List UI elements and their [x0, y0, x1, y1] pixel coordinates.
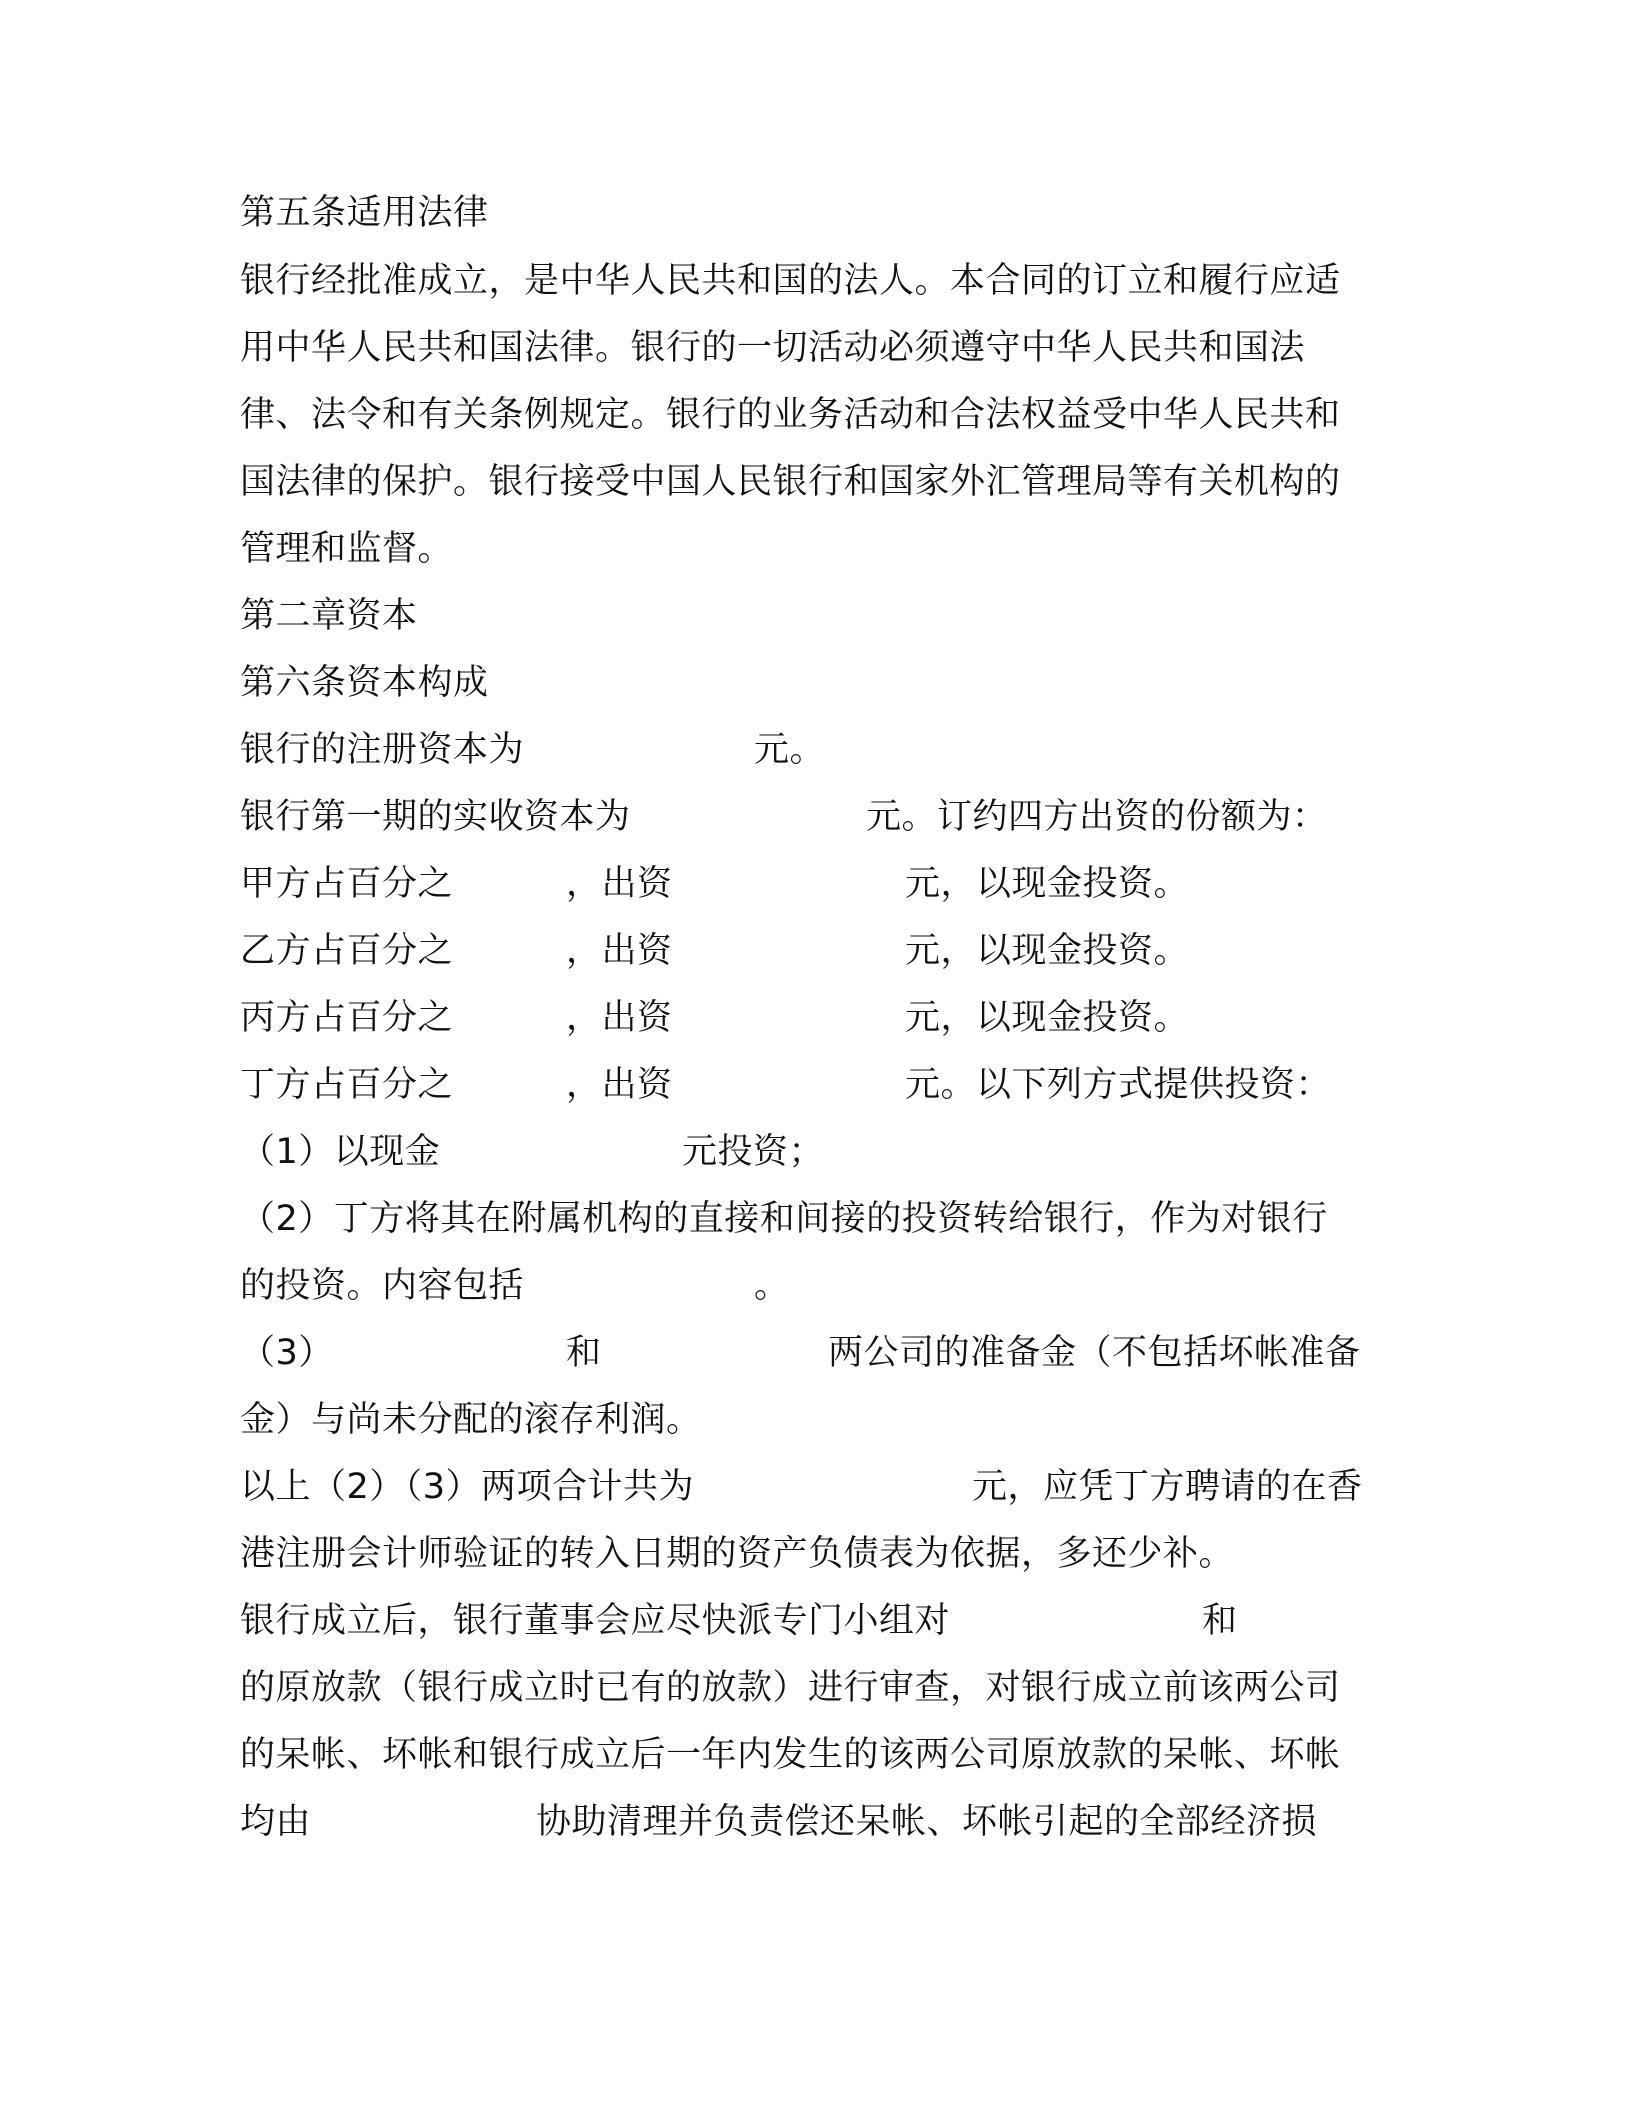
line-text: 。	[754, 1266, 790, 1306]
chapter-2-heading: 第二章资本	[240, 596, 418, 636]
line-text: 丁方占百分之	[240, 1065, 454, 1105]
paragraph-line: 律、法令和有关条例规定。银行的业务活动和合法权益受中华人民共和	[240, 395, 1341, 435]
paragraph-line: 金）与尚未分配的滚存利润。	[240, 1400, 702, 1440]
line-text: 丙方占百分之	[240, 998, 454, 1038]
item-2-line: （2）丁方将其在附属机构的直接和间接的投资转给银行，作为对银行	[240, 1199, 1328, 1239]
line-text: 元，以现金投资。	[905, 998, 1190, 1038]
line-text: ，出资	[566, 998, 673, 1038]
paragraph-line: 港注册会计师验证的转入日期的资产负债表为依据，多还少补。	[240, 1534, 1235, 1574]
line-text: （1）以现金	[240, 1132, 441, 1172]
line-text: 甲方占百分之	[240, 864, 454, 904]
line-text: （3）	[240, 1333, 334, 1373]
line-text: ，出资	[566, 864, 673, 904]
line-text: 银行的注册资本为	[240, 730, 525, 770]
paragraph-line: 国法律的保护。银行接受中国人民银行和国家外汇管理局等有关机构的	[240, 462, 1341, 502]
line-text: 和	[566, 1333, 602, 1373]
line-text: 元。订约四方出资的份额为：	[866, 797, 1328, 837]
line-text: ，出资	[566, 1065, 673, 1105]
line-text: 均由	[240, 1802, 312, 1842]
paragraph-line: 管理和监督。	[240, 529, 454, 569]
line-text: ，出资	[566, 931, 673, 971]
line-text: 元，以现金投资。	[905, 931, 1190, 971]
line-text: 以上（2）（3）两项合计共为	[240, 1467, 695, 1507]
line-text: 元，以现金投资。	[905, 864, 1190, 904]
line-text: 元投资；	[682, 1132, 825, 1172]
line-text: 银行第一期的实收资本为	[240, 797, 631, 837]
paragraph-line: 银行经批准成立，是中华人民共和国的法人。本合同的订立和履行应适	[240, 261, 1341, 301]
paragraph-line: 的原放款（银行成立时已有的放款）进行审查，对银行成立前该两公司	[240, 1668, 1341, 1708]
article-6-heading: 第六条资本构成	[240, 663, 489, 703]
line-text: 元。以下列方式提供投资：	[905, 1065, 1332, 1105]
paragraph-line: 的呆帐、坏帐和银行成立后一年内发生的该两公司原放款的呆帐、坏帐	[240, 1735, 1341, 1775]
line-text: 元，应凭丁方聘请的在香	[972, 1467, 1363, 1507]
line-text: 协助清理并负责偿还呆帐、坏帐引起的全部经济损	[536, 1802, 1318, 1842]
line-text: 两公司的准备金（不包括坏帐准备	[828, 1333, 1361, 1373]
line-text: 乙方占百分之	[240, 931, 454, 971]
line-text: 的投资。内容包括	[240, 1266, 525, 1306]
article-5-heading: 第五条适用法律	[240, 193, 489, 233]
line-text: 银行成立后，银行董事会应尽快派专门小组对	[240, 1601, 951, 1641]
line-text: 元。	[754, 730, 826, 770]
line-text: 和	[1202, 1601, 1238, 1641]
paragraph-line: 用中华人民共和国法律。银行的一切活动必须遵守中华人民共和国法	[240, 328, 1306, 368]
